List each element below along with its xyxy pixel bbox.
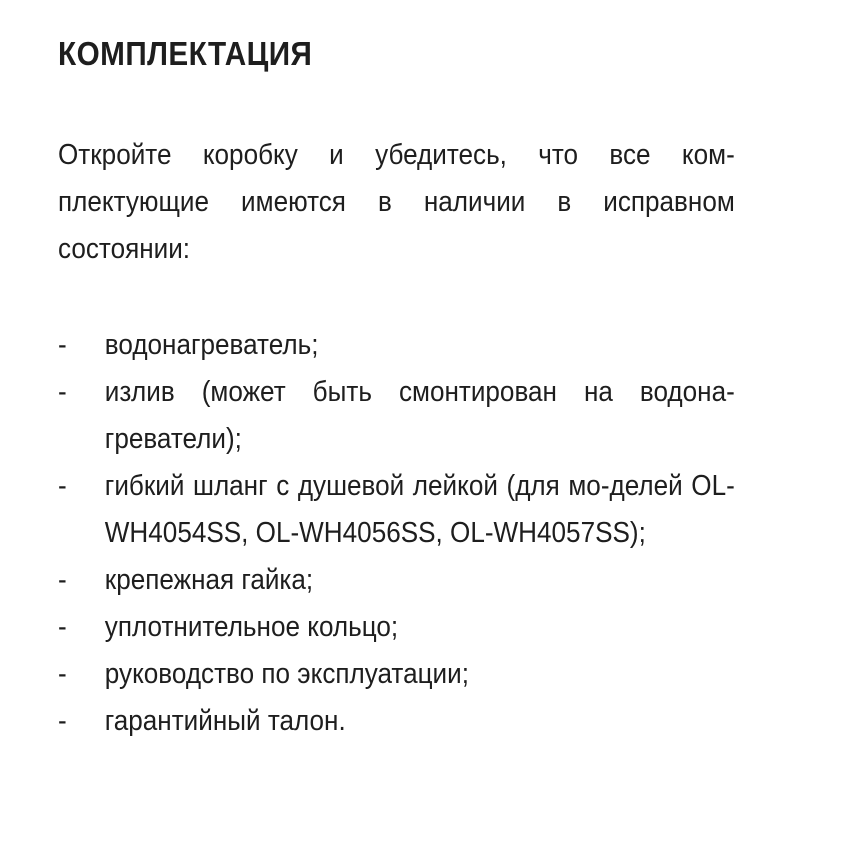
list-item-text: излив (может быть смонтирован на водона-греватели);	[104, 376, 735, 455]
list-item-text: руководство по эксплуатации;	[104, 658, 469, 690]
list-item	[58, 651, 735, 698]
list-item	[58, 604, 735, 651]
section-title: КОМПЛЕКТАЦИЯ	[58, 35, 313, 72]
list-bullet: -	[58, 564, 67, 596]
list-item-text: крепежная гайка;	[104, 564, 314, 596]
list-item	[58, 463, 735, 557]
list-item-text: водонагреватель;	[104, 329, 319, 361]
list-item	[58, 698, 735, 745]
list-item-text: гибкий шланг с душевой лейкой (для мо-делей OL-WH4054SS, OL-WH4056SS, OL-WH4057SS);	[104, 470, 735, 549]
list-bullet: -	[58, 470, 67, 502]
list-item-text: уплотнительное кольцо;	[104, 611, 399, 643]
list-bullet: -	[58, 329, 67, 361]
list-item	[58, 557, 735, 604]
list-item	[58, 369, 735, 463]
contents-list	[58, 322, 735, 745]
document-page	[58, 30, 734, 745]
list-bullet: -	[58, 705, 67, 737]
intro-paragraph: Откройте коробку и убедитесь, что все ком-плектующие имеются в наличии в исправном состоянии:	[58, 139, 735, 265]
list-bullet: -	[58, 376, 67, 408]
list-bullet: -	[58, 658, 67, 690]
list-bullet: -	[58, 611, 67, 643]
list-item-text: гарантийный талон.	[104, 705, 346, 737]
list-item	[58, 322, 735, 369]
